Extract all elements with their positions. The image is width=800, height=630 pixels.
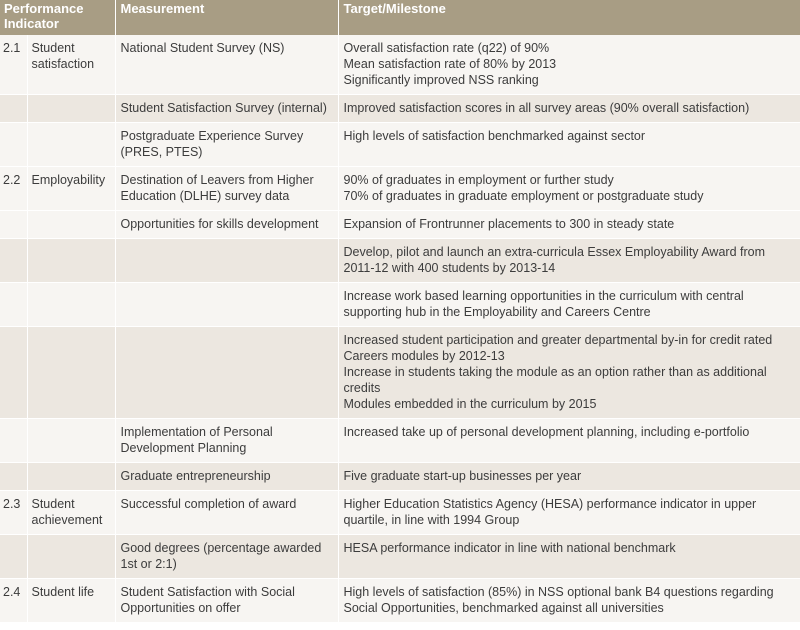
measurement-cell (115, 327, 338, 419)
target-milestone-cell (338, 167, 800, 211)
indicator-name (27, 535, 115, 579)
table-row (0, 491, 800, 535)
table-row (0, 283, 800, 327)
target-line: High levels of satisfaction (85%) in NSS optional bank B4 questions regarding Social Opportunities, benchmarked against all universities (343, 585, 774, 615)
target-line: Increase in students taking the module as an option rather than as additional credits (343, 365, 767, 395)
target-line: HESA performance indicator in line with national benchmark (343, 541, 676, 555)
target-milestone-cell (338, 327, 800, 419)
target-line: Modules embedded in the curriculum by 2015 (343, 397, 597, 411)
indicator-name (27, 419, 115, 463)
target-line: Expansion of Frontrunner placements to 300 in steady state (343, 217, 675, 231)
indicator-name: Student life (27, 579, 115, 623)
target-line: Mean satisfaction rate of 80% by 2013 (343, 57, 557, 71)
table-row (0, 419, 800, 463)
indicator-number (0, 463, 27, 491)
target-milestone-cell (338, 463, 800, 491)
table-row (0, 35, 800, 95)
indicator-number (0, 123, 27, 167)
measurement-cell: Successful completion of award (115, 491, 338, 535)
indicator-number (0, 327, 27, 419)
indicator-name (27, 211, 115, 239)
target-line: Five graduate start-up businesses per year (343, 469, 582, 483)
target-line: High levels of satisfaction benchmarked against sector (343, 129, 646, 143)
header-target-milestone: Target/Milestone (338, 0, 800, 35)
indicator-name: Student satisfaction (27, 35, 115, 95)
target-line: Develop, pilot and launch an extra-curricula Essex Employability Award from 2011-12 with 400 students by 2013-14 (343, 245, 765, 275)
measurement-cell: National Student Survey (NS) (115, 35, 338, 95)
table-row (0, 239, 800, 283)
indicator-number: 2.3 (0, 491, 27, 535)
indicator-name (27, 283, 115, 327)
measurement-cell: Implementation of Personal Development Planning (115, 419, 338, 463)
indicator-name: Student achievement (27, 491, 115, 535)
target-milestone-cell (338, 579, 800, 623)
target-milestone-cell (338, 535, 800, 579)
table-row (0, 123, 800, 167)
indicator-number (0, 95, 27, 123)
table-row (0, 327, 800, 419)
target-line: Increase work based learning opportunities in the curriculum with central supporting hub in the Employability and Careers Centre (343, 289, 744, 319)
measurement-cell: Student Satisfaction with Social Opportunities on offer (115, 579, 338, 623)
measurement-cell: Graduate entrepreneurship (115, 463, 338, 491)
table-row (0, 579, 800, 623)
indicator-number (0, 283, 27, 327)
target-milestone-cell (338, 283, 800, 327)
indicator-name (27, 327, 115, 419)
target-milestone-cell (338, 491, 800, 535)
target-milestone-cell (338, 35, 800, 95)
target-line: Overall satisfaction rate (q22) of 90% (343, 41, 550, 55)
indicator-number (0, 419, 27, 463)
indicator-name (27, 463, 115, 491)
measurement-cell (115, 283, 338, 327)
table-row (0, 167, 800, 211)
target-milestone-cell (338, 123, 800, 167)
target-line: 70% of graduates in graduate employment or postgraduate study (343, 189, 704, 203)
target-line: Increased student participation and greater departmental by-in for credit rated Careers modules by 2012-13 (343, 333, 773, 363)
indicator-name (27, 123, 115, 167)
target-milestone-cell (338, 419, 800, 463)
measurement-cell: Opportunities for skills development (115, 211, 338, 239)
indicator-number (0, 211, 27, 239)
indicator-number (0, 239, 27, 283)
measurement-cell: Student Satisfaction Survey (internal) (115, 95, 338, 123)
measurement-cell: Destination of Leavers from Higher Education (DLHE) survey data (115, 167, 338, 211)
indicator-name (27, 95, 115, 123)
table-body (0, 35, 800, 623)
measurement-cell: Postgraduate Experience Survey (PRES, PTES) (115, 123, 338, 167)
target-line: 90% of graduates in employment or further study (343, 173, 614, 187)
table-row (0, 95, 800, 123)
indicator-number: 2.2 (0, 167, 27, 211)
table-row (0, 535, 800, 579)
indicator-number: 2.4 (0, 579, 27, 623)
target-line: Increased take up of personal development planning, including e-portfolio (343, 425, 750, 439)
header-performance-indicator: Performance Indicator (0, 0, 115, 35)
target-milestone-cell (338, 95, 800, 123)
table-header-row (0, 0, 800, 35)
table-row (0, 211, 800, 239)
indicator-name (27, 239, 115, 283)
target-line: Improved satisfaction scores in all survey areas (90% overall satisfaction) (343, 101, 750, 115)
target-line: Higher Education Statistics Agency (HESA) performance indicator in upper quartile, in line with 1994 Group (343, 497, 757, 527)
measurement-cell (115, 239, 338, 283)
indicator-name: Employability (27, 167, 115, 211)
indicator-number (0, 535, 27, 579)
header-measurement: Measurement (115, 0, 338, 35)
measurement-cell: Good degrees (percentage awarded 1st or 2:1) (115, 535, 338, 579)
indicator-number: 2.1 (0, 35, 27, 95)
target-milestone-cell (338, 211, 800, 239)
table-row (0, 463, 800, 491)
target-line: Significantly improved NSS ranking (343, 73, 539, 87)
target-milestone-cell (338, 239, 800, 283)
